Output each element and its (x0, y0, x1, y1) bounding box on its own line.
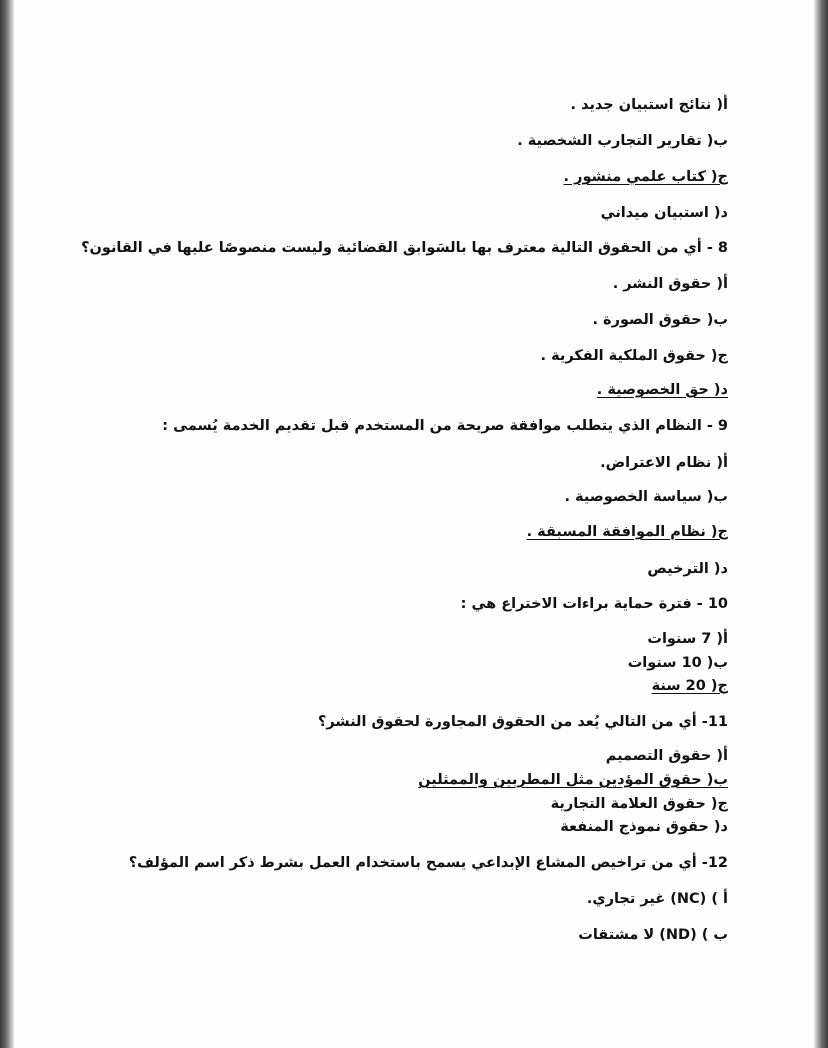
question-9: 9 - النظام الذي يتطلب موافقة صريحة من المستخدم قبل تقديم الخدمة يُسمى : (162, 418, 728, 434)
q10-option-a: أ( 7 سنوات (647, 631, 728, 647)
q7-option-d: د( استبيان ميداني (600, 205, 728, 221)
q10-option-c-answer: ج( 20 سنة (651, 678, 728, 694)
question-8: 8 - أي من الحقوق التالية معترف بها بالسَوابق القضائية وليست منصوصًا عليها في القانون؟ (81, 240, 728, 256)
q12-option-b: ب ) (ND) لا مشتقات (578, 927, 728, 943)
q10-option-b: ب( 10 سنوات (627, 655, 728, 671)
q7-option-c-answer: ج( كتاب علمي منشور . (563, 169, 728, 185)
q9-option-b: ب( سياسة الخصوصية . (564, 489, 728, 505)
q8-option-c: ج( حقوق الملكية الفكرية . (540, 348, 728, 364)
q11-option-b-answer: ب( حقوق المؤدين مثل المطربين والممثلين (418, 772, 728, 788)
question-10: 10 - فترة حماية براءات الاختراع هي : (460, 596, 728, 612)
page-edge-right (814, 0, 828, 1048)
page-edge-left (0, 0, 14, 1048)
q11-option-c: ج( حقوق العلامة التجارية (550, 796, 728, 812)
question-12: 12- أي من تراخيص المشاع الإبداعي يسمح باستخدام العمل بشرط ذكر اسم المؤلف؟ (128, 855, 728, 871)
q8-option-b: ب( حقوق الصورة . (592, 312, 728, 328)
q7-option-a: أ( نتائج استبيان جديد . (570, 97, 728, 113)
q9-option-a: أ( نظام الاعتراض. (600, 455, 728, 471)
q9-option-c-answer: ج( نظام الموافقة المسبقة . (526, 524, 728, 540)
q7-option-b: ب( تقارير التجارب الشخصية . (517, 133, 728, 149)
q8-option-d-answer: د( حق الخصوصية . (596, 382, 728, 398)
q12-option-a: أ ) (NC) غير تجاري. (586, 891, 728, 907)
q11-option-d: د( حقوق نموذج المنفعة (560, 819, 728, 835)
q8-option-a: أ( حقوق النشر . (612, 276, 728, 292)
question-11: 11- أي من التالي يُعد من الحقوق المجاورة لحقوق النشر؟ (317, 714, 728, 730)
q11-option-a: أ( حقوق التصميم (605, 748, 728, 764)
q9-option-d: د( الترخيص (647, 561, 728, 577)
